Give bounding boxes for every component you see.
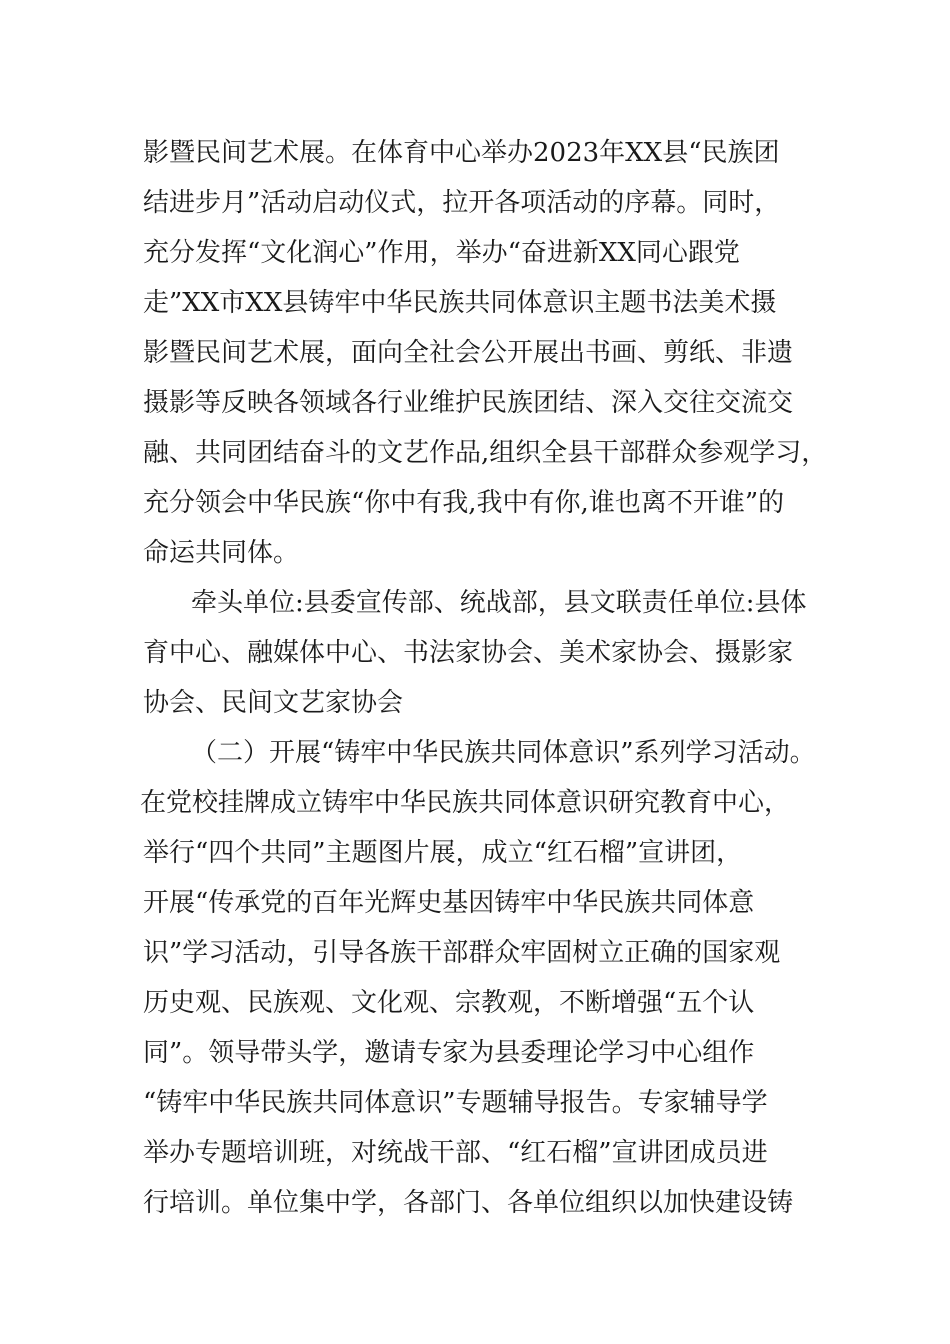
paragraph-line: 影暨民间艺术展。在体育中心举办2023年XX县“民族团	[143, 138, 780, 168]
paragraph-line: 充分发挥“文化润心”作用，举办“奋进新XX同心跟党	[143, 238, 740, 268]
paragraph-line: 命运共同体。	[143, 538, 300, 568]
paragraph-line: 同”。领导带头学，邀请专家为县委理论学习中心组作	[143, 1038, 755, 1068]
paragraph-line: 协会、民间文艺家协会	[143, 688, 404, 718]
paragraph-line: 举办专题培训班，对统战干部、“红石榴”宣讲团成员进	[143, 1138, 768, 1168]
paragraph-line: “铸牢中华民族共同体意识”专题辅导报告。专家辅导学	[143, 1088, 768, 1118]
paragraph-line: 牵头单位:县委宣传部、统战部，县文联责任单位:县体	[191, 588, 807, 618]
paragraph-line: 育中心、融媒体中心、书法家协会、美术家协会、摄影家	[143, 638, 794, 668]
paragraph-line: 影暨民间艺术展，面向全社会公开展出书画、剪纸、非遗	[143, 338, 794, 368]
section-heading-line: （二）开展“铸牢中华民族共同体意识”系列学习活动。	[191, 738, 816, 768]
document-body	[140, 128, 843, 1228]
paragraph-line: 摄影等反映各领域各行业维护民族团结、深入交往交流交	[143, 388, 794, 418]
paragraph-line: 在党校挂牌成立铸牢中华民族共同体意识研究教育中心，	[140, 788, 791, 818]
paragraph-line: 举行“四个共同”主题图片展，成立“红石榴”宣讲团，	[143, 838, 743, 868]
paragraph-line: 融、共同团结奋斗的文艺作品,组织全县干部群众参观学习，	[143, 438, 828, 468]
paragraph-line: 走”XX市XX县铸牢中华民族共同体意识主题书法美术摄	[143, 288, 777, 318]
paragraph-line: 结进步月”活动启动仪式，拉开各项活动的序幕。同时，	[143, 188, 781, 218]
paragraph-line: 识”学习活动，引导各族干部群众牢固树立正确的国家观	[143, 938, 781, 968]
paragraph-line: 行培训。单位集中学，各部门、各单位组织以加快建设铸	[143, 1188, 794, 1218]
paragraph-line: 开展“传承党的百年光辉史基因铸牢中华民族共同体意	[143, 888, 755, 918]
paragraph-line: 充分领会中华民族“你中有我,我中有你,谁也离不开谁”的	[143, 488, 785, 518]
paragraph-line: 历史观、民族观、文化观、宗教观，不断增强“五个认	[143, 988, 755, 1018]
